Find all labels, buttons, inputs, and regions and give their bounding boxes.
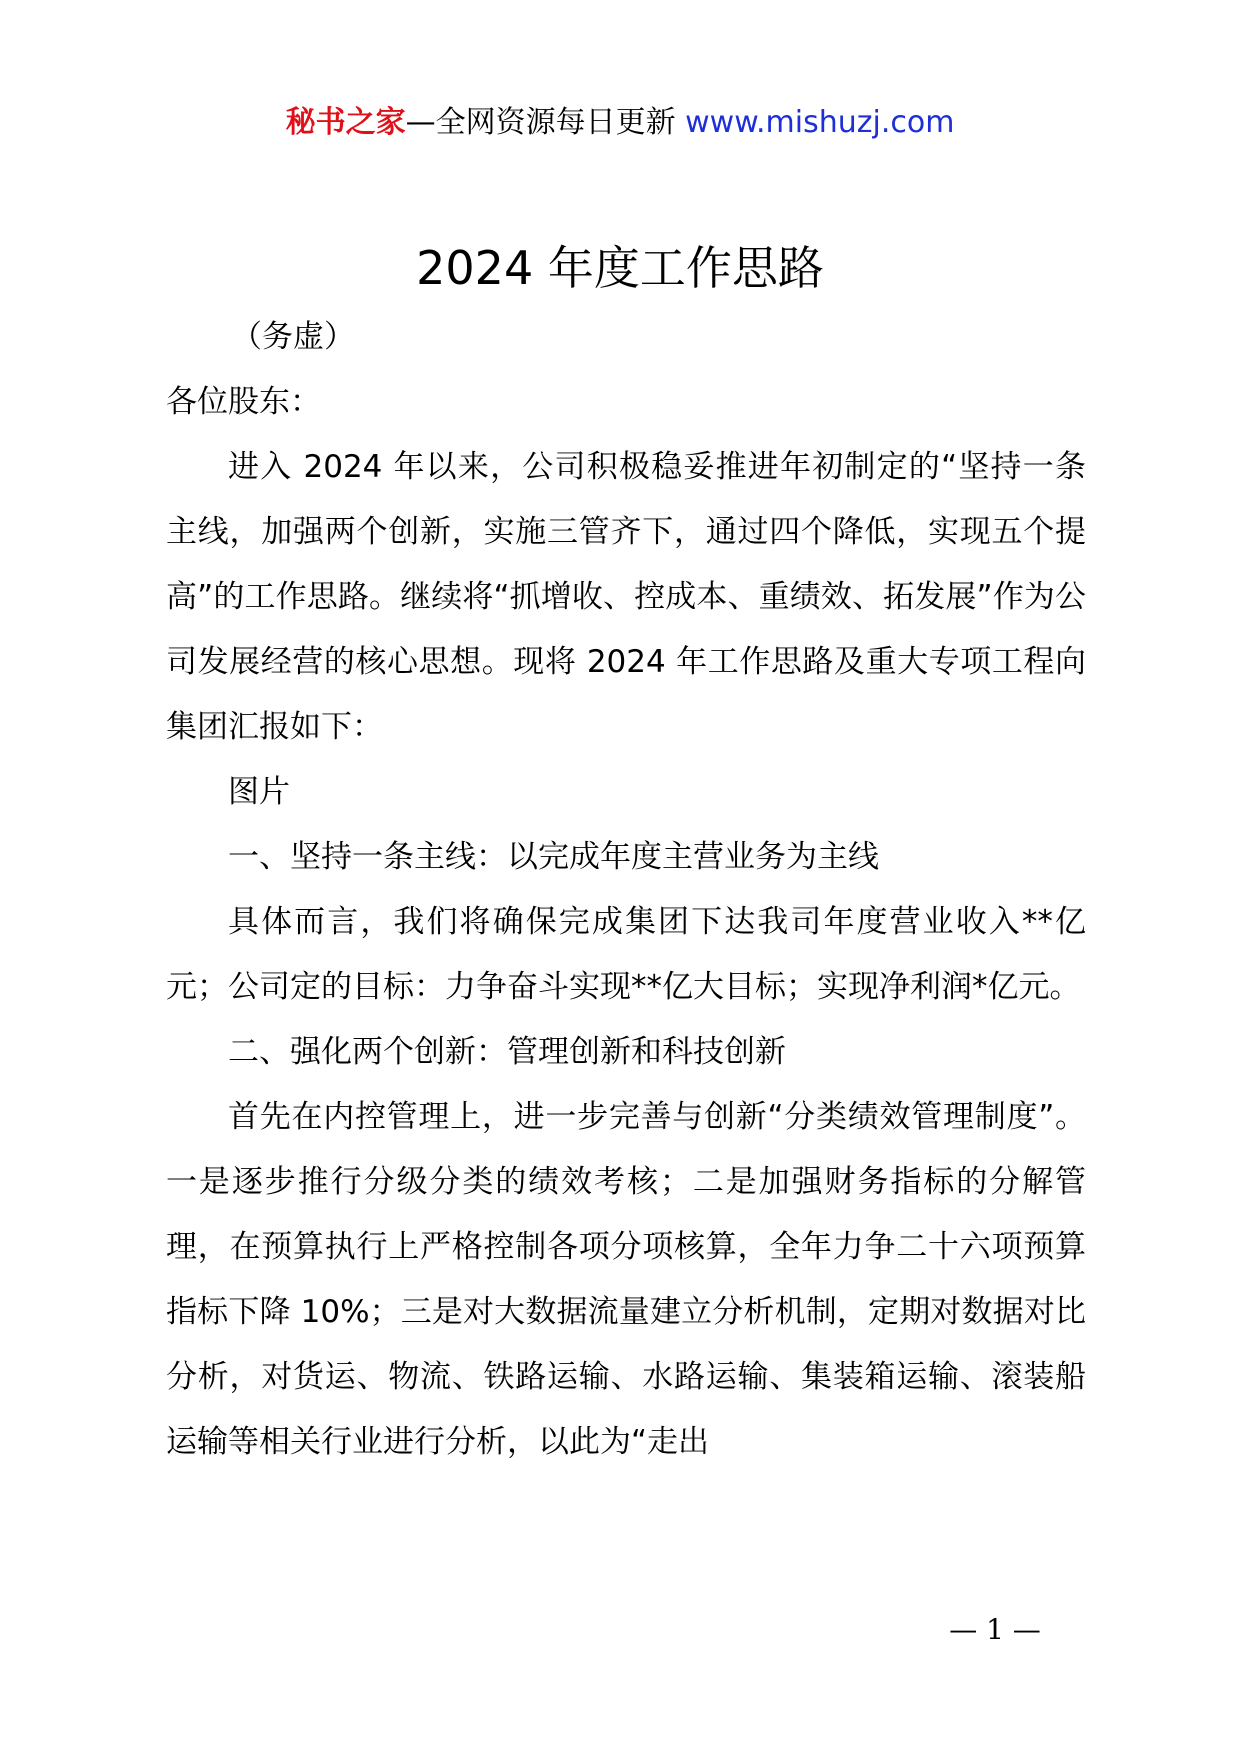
document-body [166, 305, 1086, 1475]
site-url-link[interactable]: www.mishuzj.com [685, 105, 955, 140]
site-tagline: —全网资源每日更新 [405, 105, 676, 140]
paragraph-targets: 具体而言，我们将确保完成集团下达我司年度营业收入**亿元；公司定的目标：力争奋斗实现**亿大目标；实现净利润*亿元。 [166, 904, 1086, 1005]
section-heading-2: 二、强化两个创新：管理创新和科技创新 [228, 1034, 786, 1070]
site-brand: 秘书之家 [285, 105, 406, 140]
section-heading-1: 一、坚持一条主线：以完成年度主营业务为主线 [228, 839, 879, 875]
document-subtitle: （务虚） [231, 319, 355, 355]
site-banner [0, 100, 1240, 146]
salutation: 各位股东： [166, 384, 321, 420]
paragraph-intro: 进入 2024 年以来，公司积极稳妥推进年初制定的“坚持一条主线，加强两个创新，实施三管齐下，通过四个降低，实现五个提高”的工作思路。继续将“抓增收、控成本、重绩效、拓发展”作为公司发展经营的核心思想。现将 2024 年工作思路及重大专项工程向集团汇报如下： [166, 449, 1086, 745]
document-title: 2024 年度工作思路 [416, 241, 824, 295]
image-placeholder: 图片 [228, 774, 290, 810]
page-number: — 1 — [949, 1613, 1041, 1646]
paragraph-innovation: 首先在内控管理上，进一步完善与创新“分类绩效管理制度”。一是逐步推行分级分类的绩效考核；二是加强财务指标的分解管理，在预算执行上严格控制各项分项核算，全年力争二十六项预算指标下降 10%；三是对大数据流量建立分析机制，定期对数据对比分析，对货运、物流、铁路运输、水路运输、集装箱运输、滚装船运输等相关行业进行分析，以此为“走出 [166, 1099, 1086, 1460]
